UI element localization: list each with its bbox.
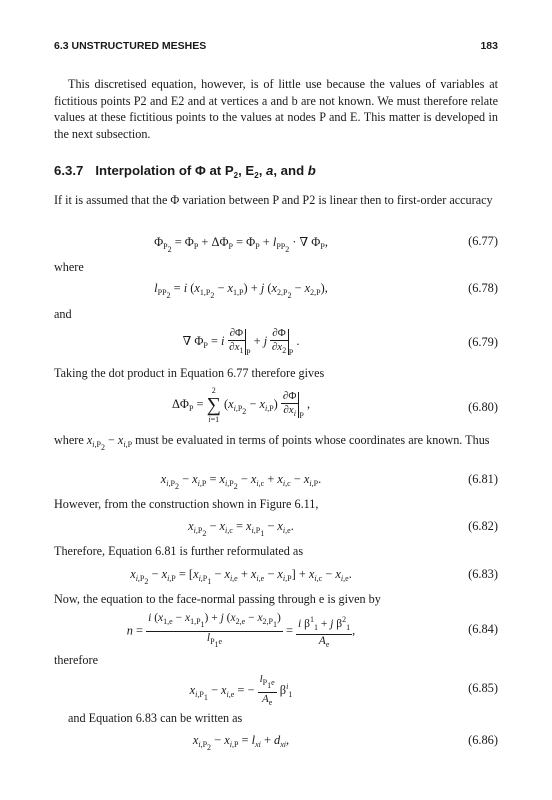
paragraph-intro: This discretised equation, however, is of little use because the values of variables at fictitious points P2 and E2 and at vertices a and b are not known. We must therefore relate values at these fictitious points to the values at nodes P and E. This matter is developed in the next subsection. (54, 77, 498, 141)
paragraph-where-must: where $x_{i,P_2} - x_{i,P}$ must be evaluated in terms of points whose coordinates are known. Thus (54, 433, 490, 452)
paragraph-and-equation: and Equation 6.83 can be written as (68, 711, 243, 725)
label-where: where (54, 260, 84, 274)
equation-6-81: $x_{i,P_2} - x_{i,P} = x_{i,P_2} - x_{i,c} + x_{i,c} - x_{i,P}$. (6.81) (160, 472, 498, 491)
equation-6-83: $x_{i,P_2} - x_{i,P} = [x_{i,P_1} - x_{i,e} + x_{i,e} - x_{i,P}] + x_{i,c} - x_{i,e}$. (6.83) (130, 567, 498, 586)
equation-6-86: $x_{i,P_2} - x_{i,P} = l_{xi} + d_{xi}$, (6.86) (192, 733, 498, 752)
eq-number: (6.83) (468, 567, 498, 581)
paragraph-now: Now, the equation to the face-normal passing through e is given by (54, 592, 381, 606)
where-must-text: must be evaluated in terms of points whose coordinates are known. Thus (135, 433, 490, 447)
label-therefore: therefore (54, 653, 98, 667)
equation-6-78: $l_{PP_2} = i$ $(x_{1,P_2} - x_{1,P}) + j$ $(x_{2,P_2} - x_{2,P})$, (6.78) (154, 281, 498, 300)
section-heading: 6.3.7 Interpolation of Φ at $P_2$, $E_2$, a, and b (54, 163, 316, 180)
eq-number: (6.81) (468, 472, 498, 486)
eq-number: (6.78) (468, 281, 498, 295)
paragraph-however: However, from the construction shown in Figure 6.11, (54, 497, 319, 511)
eq-number: (6.82) (468, 519, 498, 533)
section-number: 6.3.7 (54, 163, 84, 178)
eq-number: (6.84) (468, 622, 498, 636)
equation-6-82: $x_{i,P_2} - x_{i,c} = x_{i,P_1} - x_{i,e}$. (6.82) (188, 519, 498, 538)
equation-6-77: $\Phi_{P_2} = \Phi_P + \Delta\Phi_P = \Phi_P + l_{PP_2}$ · ∇ $\Phi_P$, (6.77) (154, 234, 498, 254)
page-number: 183 (480, 40, 498, 52)
equation-6-80: $\Delta\Phi_P$ = 2 ∑ i=1 $(x_{i,P_2} - x_{i,P})$ $\frac{\partial\Phi}{\partial x_i}$ $_P$ , (6.80) (171, 386, 498, 424)
paragraph-linear: If it is assumed that the Φ variation between P and P2 is linear then to first-order accuracy (54, 193, 493, 207)
label-and: and (54, 307, 72, 321)
eq-number: (6.85) (468, 681, 498, 695)
paragraph-therefore: Therefore, Equation 6.81 is further reformulated as (54, 544, 304, 558)
eq-number: (6.86) (468, 733, 498, 747)
equation-6-84: n = $\frac{i (x_{1,e} - x_{1,P_1}) + j (x_{2,e} - x_{2,P_1})}{l_{P_1e}}$ = $\frac{i \beta^1_1 + j \beta^2_1}{A_e}$ , (6.84) (126, 612, 498, 649)
paragraph-dot-product: Taking the dot product in Equation 6.77 therefore gives (54, 366, 325, 380)
eq-number: (6.79) (468, 335, 498, 349)
equation-6-85: $x_{i,P_1} - x_{i,e}$ = − $\frac{l_{P_1e}}{A_e}$ $\beta^i_1$ (6.85) (189, 673, 498, 707)
running-header (54, 40, 498, 56)
eq-number: (6.77) (468, 234, 498, 248)
header-section: 6.3 UNSTRUCTURED MESHES (54, 40, 207, 52)
eq-number: (6.80) (468, 400, 498, 414)
equation-6-79: ∇ $\Phi_P = i$ $\frac{\partial\Phi}{\partial x_1}$ $_P$ + j $\frac{\partial\Phi}{\partial x_2}$ $_P$ . (6.79) (182, 327, 498, 357)
